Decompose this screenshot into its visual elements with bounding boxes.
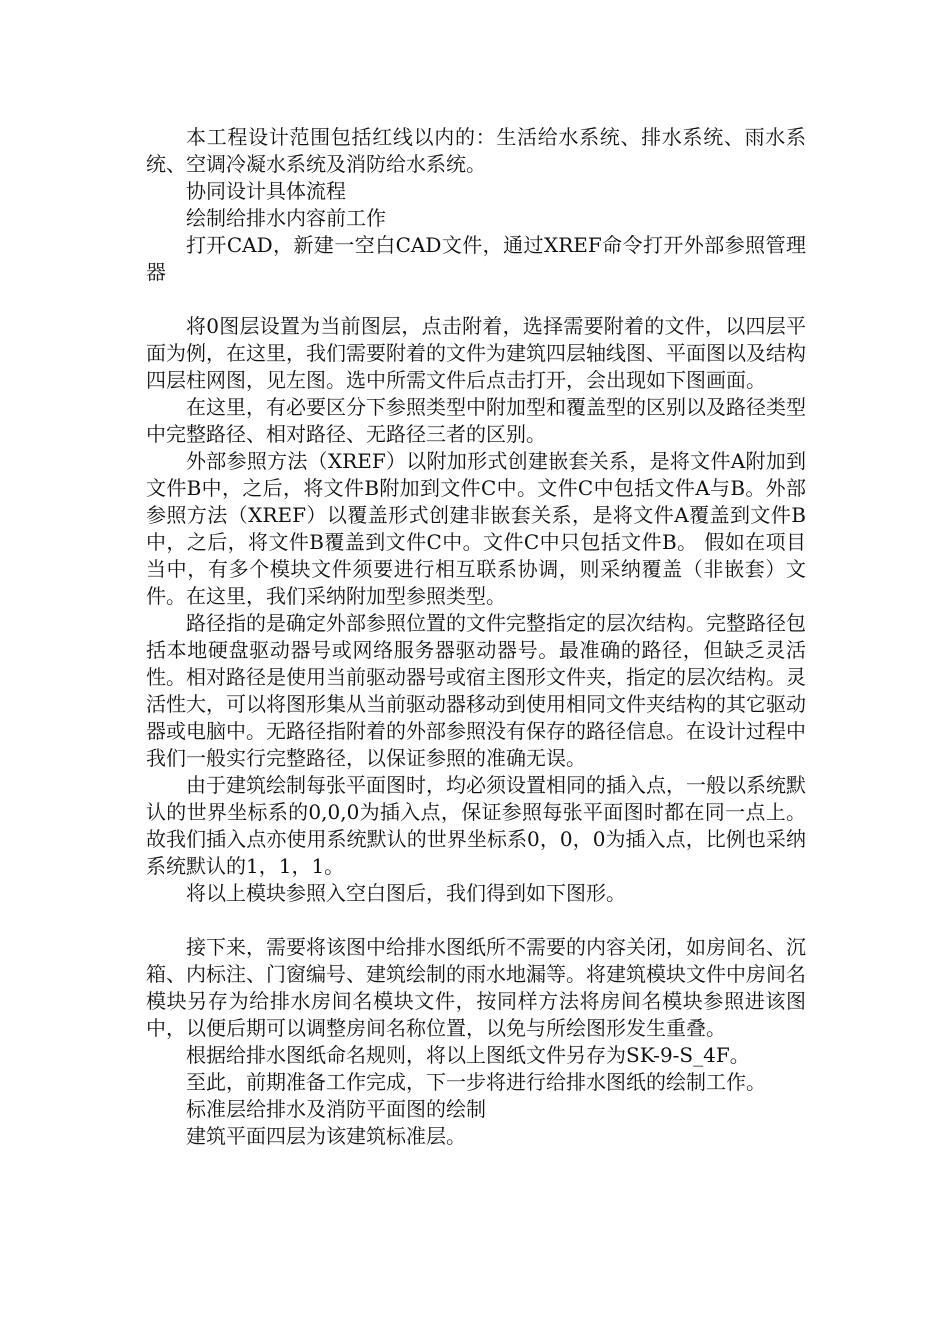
paragraph-fourth-floor: 建筑平面四层为该建筑标准层。 — [186, 1124, 466, 1148]
heading-pre-drawing-work: 绘制给排水内容前工作 — [186, 206, 386, 230]
paragraph-open-cad: 打开CAD，新建一空白CAD文件，通过XREF命令打开外部参照管理器 — [146, 233, 806, 284]
paragraph-insert-point: 由于建筑绘制每张平面图时，均必须设置相同的插入点，一般以系统默认的世界坐标系的0,0,0为插入点，保证参照每张平面图时都在同一点上。故我们插入点亦使用系统默认的世界坐标系0，0，0为插入点，比例也采纳系统默认的1，1，1。 — [146, 773, 806, 878]
paragraph-reference-types: 在这里，有必要区分下参照类型中附加型和覆盖型的区别以及路径类型中完整路径、相对路径、无路径三者的区别。 — [146, 395, 806, 446]
paragraph-naming-rule: 根据给排水图纸命名规则，将以上图纸文件另存为SK-9-S_4F。 — [186, 1043, 750, 1067]
paragraph-layer-attach: 将0图层设置为当前图层，点击附着，选择需要附着的文件，以四层平面为例，在这里，我们需要附着的文件为建筑四层轴线图、平面图以及结构四层柱网图，见左图。选中所需文件后点击打开，会出现如下图画面。 — [146, 314, 806, 392]
paragraph-result-figure: 将以上模块参照入空白图后，我们得到如下图形。 — [186, 881, 626, 905]
paragraph-path-types: 路径指的是确定外部参照位置的文件完整指定的层次结构。完整路径包括本地硬盘驱动器号或网络服务器驱动器号。最准确的路径，但缺乏灵活性。相对路径是使用当前驱动器号或宿主图形文件夹，指定的层次结构。灵活性大，可以将图形集从当前驱动器移动到使用相同文件夹结构的其它驱动器或电脑中。无路径指附着的外部参照没有保存的路径信息。在设计过程中我们一般实行完整路径，以保证参照的准确无误。 — [146, 611, 806, 770]
blank-line — [146, 907, 806, 934]
paragraph-scope: 本工程设计范围包括红线以内的：生活给水系统、排水系统、雨水系统、空调冷凝水系统及消防给水系统。 — [146, 125, 806, 176]
blank-line — [146, 286, 806, 313]
heading-collab-process: 协同设计具体流程 — [186, 179, 346, 203]
document-page — [146, 124, 806, 1150]
paragraph-prep-complete: 至此，前期准备工作完成，下一步将进行给排水图纸的绘制工作。 — [186, 1070, 766, 1094]
paragraph-hide-content: 接下来，需要将该图中给排水图纸所不需要的内容关闭，如房间名、沉箱、内标注、门窗编号、建筑绘制的雨水地漏等。将建筑模块文件中房间名模块另存为给排水房间名模块文件，按同样方法将房间名模块参照进该图中，以便后期可以调整房间名称位置，以免与所绘图形发生重叠。 — [146, 935, 806, 1040]
paragraph-xref-nesting: 外部参照方法（XREF）以附加形式创建嵌套关系，是将文件A附加到文件B中，之后，将文件B附加到文件C中。文件C中包括文件A与B。外部参照方法（XREF）以覆盖形式创建非嵌套关系，是将文件A覆盖到文件B中，之后，将文件B覆盖到文件C中。文件C中只包括文件B。 假如在项目当中，有多个模块文件须要进行相互联系协调，则采纳覆盖（非嵌套）文件。在这里，我们采纳附加型参照类型。 — [146, 449, 806, 608]
heading-standard-floor: 标准层给排水及消防平面图的绘制 — [186, 1097, 486, 1121]
